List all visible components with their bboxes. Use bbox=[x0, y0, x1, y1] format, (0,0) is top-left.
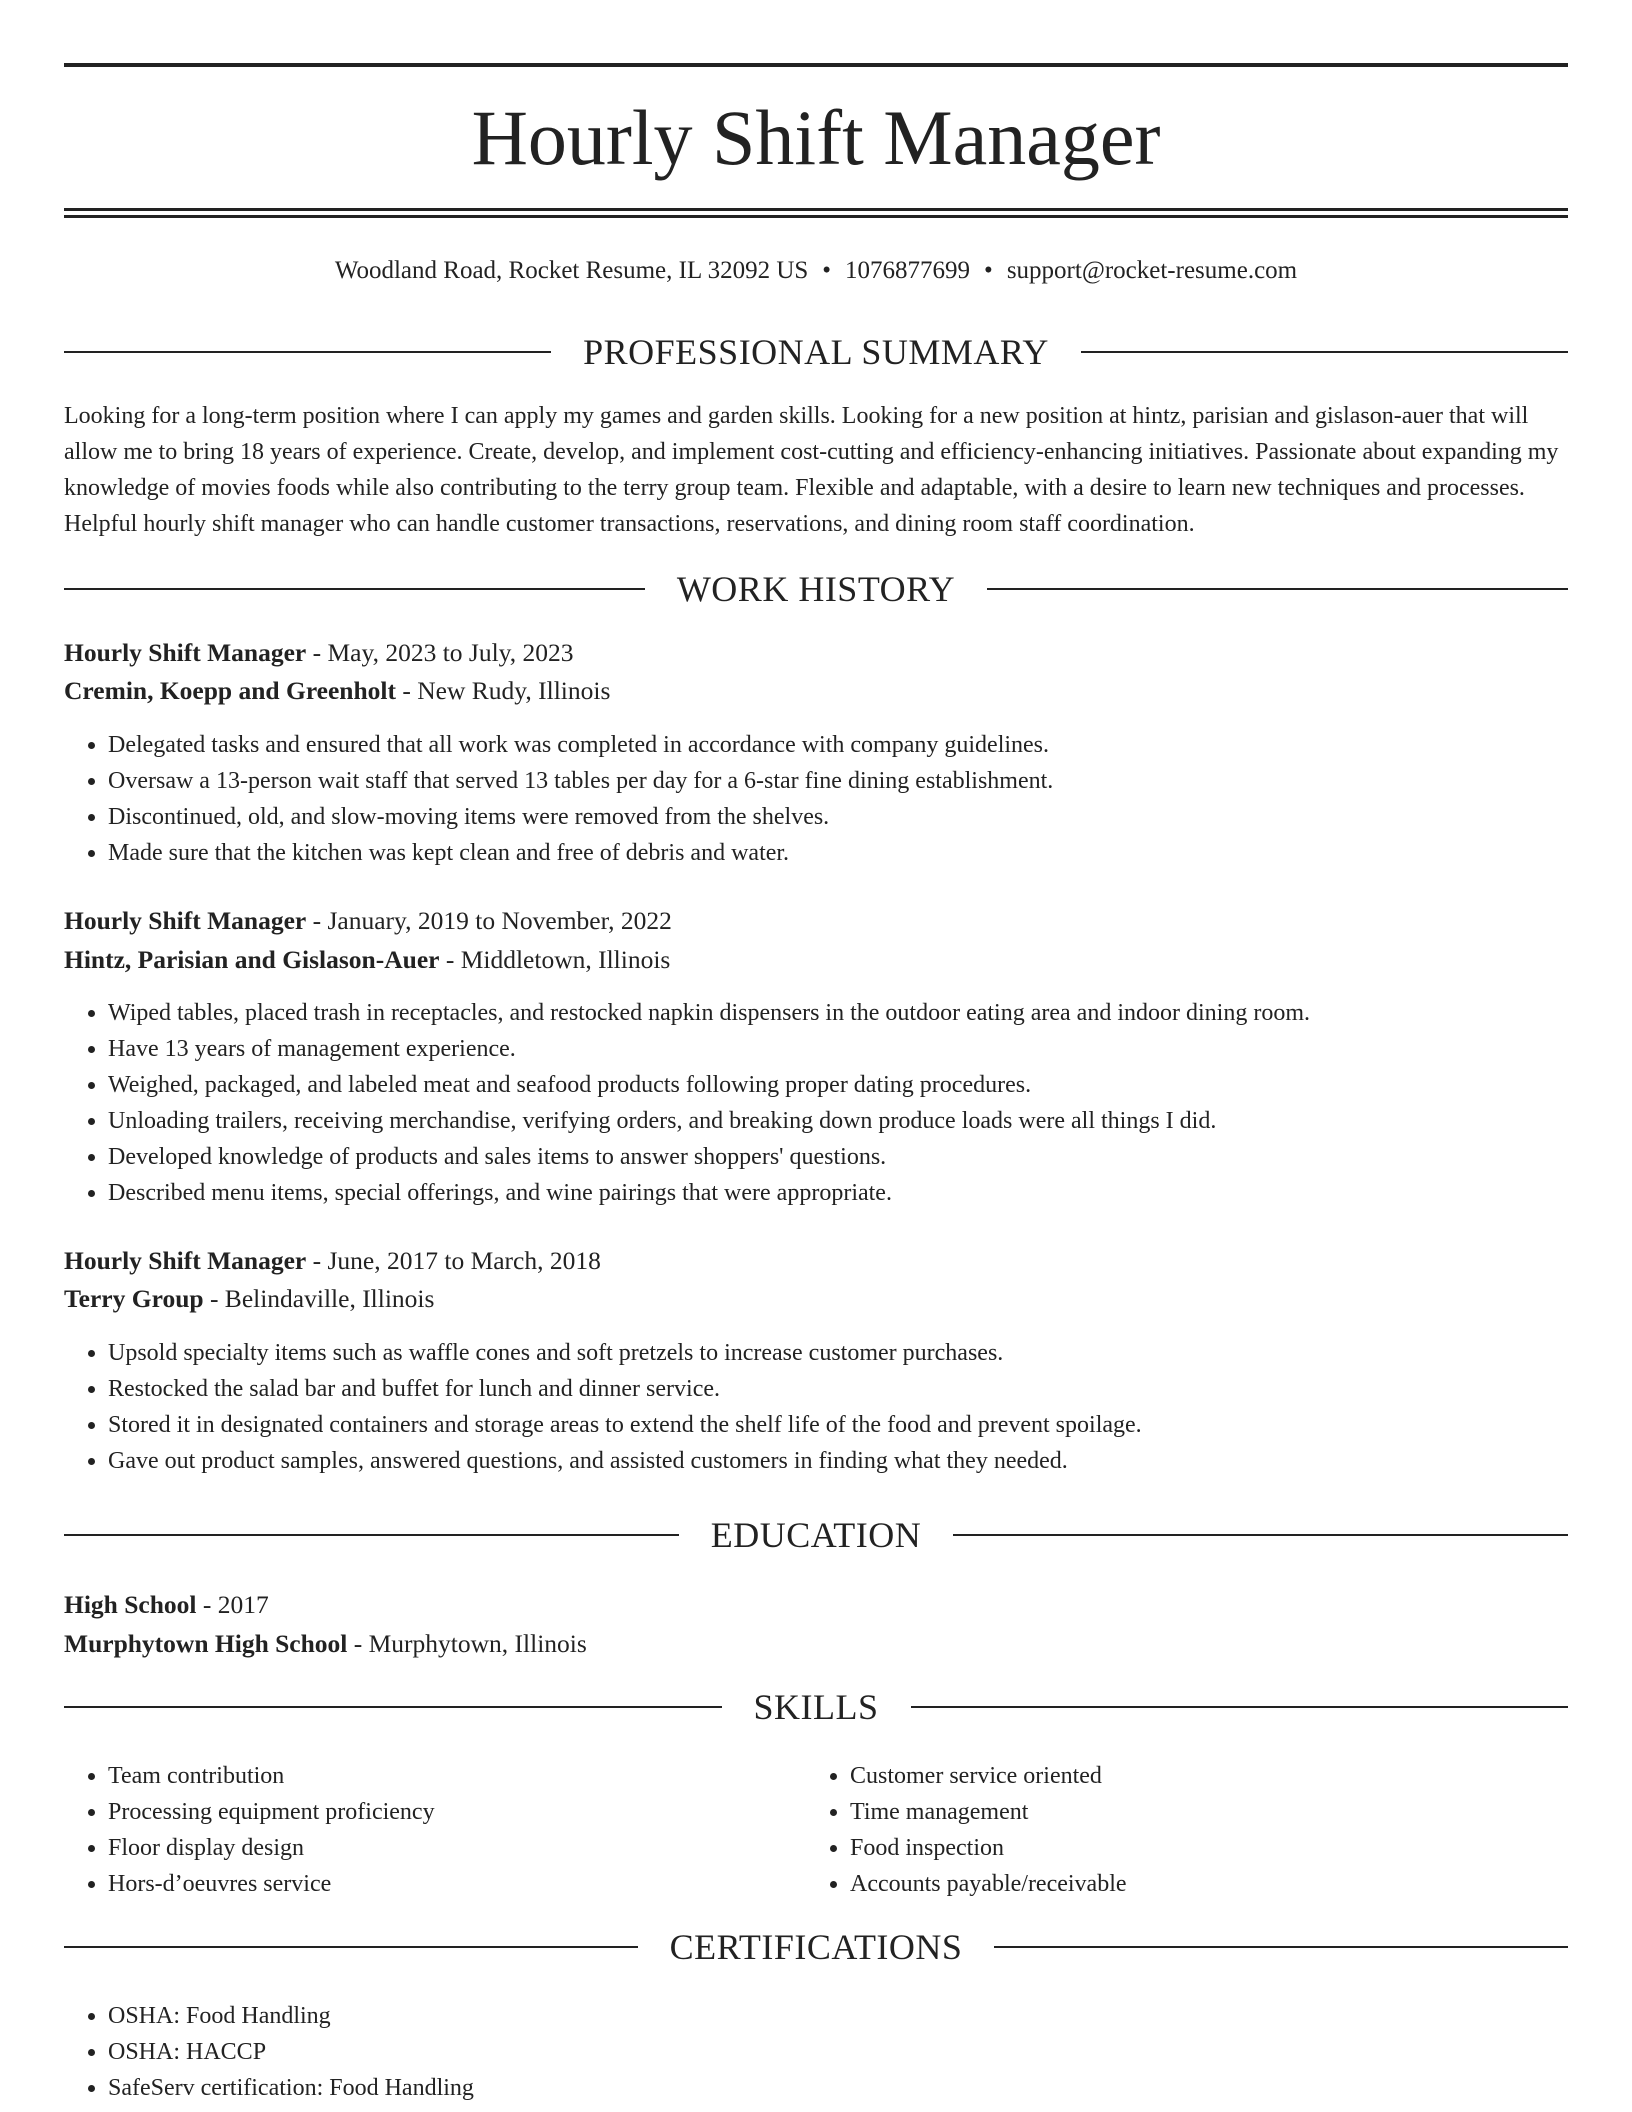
job-company: Hintz, Parisian and Gislason-Auer bbox=[64, 945, 440, 974]
job-company-line bbox=[64, 941, 1568, 979]
job-company: Cremin, Koepp and Greenholt bbox=[64, 676, 396, 705]
education-year: - 2017 bbox=[196, 1590, 269, 1619]
heading-rule bbox=[64, 351, 551, 353]
section-title: WORK HISTORY bbox=[676, 569, 956, 609]
job-bullet: • Stored it in designated containers and storage areas to extend the shelf life of the food and prevent spoilage. bbox=[108, 1407, 1612, 1443]
job-dates: - June, 2017 to March, 2018 bbox=[306, 1246, 601, 1275]
header-top-rule bbox=[64, 63, 1568, 67]
section-heading-certifications bbox=[64, 1925, 1568, 1969]
education-school-line bbox=[64, 1625, 1568, 1663]
job-title-line bbox=[64, 634, 1568, 672]
job-dates: - January, 2019 to November, 2022 bbox=[306, 906, 672, 935]
job-bullet: • Weighed, packaged, and labeled meat and seafood products following proper dating procedures. bbox=[108, 1067, 1612, 1103]
skills-list-right bbox=[806, 1758, 1570, 1902]
section-title: EDUCATION bbox=[710, 1515, 922, 1555]
job-bullet: • Have 13 years of management experience. bbox=[108, 1031, 1612, 1067]
heading-rule bbox=[1081, 351, 1568, 353]
job-bullet: • Restocked the salad bar and buffet for lunch and dinner service. bbox=[108, 1371, 1612, 1407]
heading-rule bbox=[64, 1706, 722, 1708]
skill-item: • Team contribution bbox=[108, 1758, 808, 1794]
heading-rule bbox=[953, 1534, 1568, 1536]
heading-rule bbox=[911, 1706, 1569, 1708]
certification-item: • OSHA: Food Handling bbox=[108, 1998, 1612, 2034]
header-double-rule-upper bbox=[64, 208, 1568, 211]
job-bullet: • Developed knowledge of products and sales items to answer shoppers' questions. bbox=[108, 1139, 1612, 1175]
heading-rule bbox=[64, 588, 645, 590]
job-bullet-list bbox=[64, 995, 1612, 1211]
job-title: Hourly Shift Manager bbox=[64, 638, 307, 667]
job-bullet-list bbox=[64, 727, 1612, 871]
skill-item: • Customer service oriented bbox=[850, 1758, 1570, 1794]
skill-item: • Accounts payable/receivable bbox=[850, 1866, 1570, 1902]
summary-text: Looking for a long-term position where I can apply my games and garden skills. Looking for a new position at hintz, parisian and gislason-auer that will allow me to bring 18 years of experience. Create, develop, and implement cost-cutting and efficiency-enhancing initiatives. Passionate about expanding my knowledge of movies foods while also contributing to the terry group team. Flexible and adaptable, with a desire to learn new techniques and processes. Helpful hourly shift manager who can handle customer transactions, reservations, and dining room staff coordination. bbox=[64, 403, 1559, 537]
resume-title: Hourly Shift Manager bbox=[471, 94, 1161, 181]
heading-rule bbox=[64, 1534, 679, 1536]
certification-item: • SafeServ certification: Food Handling bbox=[108, 2070, 1612, 2106]
job-bullet: • Made sure that the kitchen was kept clean and free of debris and water. bbox=[108, 835, 1612, 871]
section-heading-work-history bbox=[64, 567, 1568, 611]
education-school: Murphytown High School bbox=[64, 1629, 348, 1658]
header-double-rule-lower bbox=[64, 215, 1568, 218]
skill-item: • Processing equipment proficiency bbox=[108, 1794, 808, 1830]
skill-item: • Floor display design bbox=[108, 1830, 808, 1866]
contact-address: Woodland Road, Rocket Resume, IL 32092 US bbox=[334, 257, 809, 284]
section-heading-summary bbox=[64, 330, 1568, 374]
section-title: CERTIFICATIONS bbox=[669, 1927, 963, 1967]
job-bullet: • Wiped tables, placed trash in receptacles, and restocked napkin dispensers in the outdoor eating area and indoor dining room. bbox=[108, 995, 1612, 1031]
certifications-list bbox=[64, 1998, 1612, 2106]
job-location: - Belindaville, Illinois bbox=[203, 1284, 435, 1313]
job-bullet: • Upsold specialty items such as waffle cones and soft pretzels to increase customer purchases. bbox=[108, 1335, 1612, 1371]
job-bullet: • Gave out product samples, answered questions, and assisted customers in finding what they needed. bbox=[108, 1443, 1612, 1479]
job-title: Hourly Shift Manager bbox=[64, 1246, 307, 1275]
skills-list-left bbox=[64, 1758, 808, 1902]
job-bullet: • Oversaw a 13-person wait staff that served 13 tables per day for a 6-star fine dining establishment. bbox=[108, 763, 1612, 799]
job-dates: - May, 2023 to July, 2023 bbox=[306, 638, 574, 667]
contact-email: support@rocket-resume.com bbox=[1006, 257, 1298, 284]
section-title: SKILLS bbox=[753, 1687, 879, 1727]
job-company: Terry Group bbox=[64, 1284, 204, 1313]
job-company-line bbox=[64, 1280, 1568, 1318]
job-company-line bbox=[64, 672, 1568, 710]
section-heading-skills bbox=[64, 1685, 1568, 1729]
section-heading-education bbox=[64, 1513, 1568, 1557]
education-degree: High School bbox=[64, 1590, 197, 1619]
job-bullet-list bbox=[64, 1335, 1612, 1479]
skill-item: • Food inspection bbox=[850, 1830, 1570, 1866]
job-bullet: • Unloading trailers, receiving merchandise, verifying orders, and breaking down produce loads were all things I did. bbox=[108, 1103, 1612, 1139]
heading-rule bbox=[994, 1946, 1568, 1948]
job-title-line bbox=[64, 902, 1568, 940]
job-bullet: • Delegated tasks and ensured that all work was completed in accordance with company guidelines. bbox=[108, 727, 1612, 763]
contact-separator: • bbox=[822, 257, 832, 284]
contact-line bbox=[64, 252, 1568, 290]
heading-rule bbox=[987, 588, 1568, 590]
education-degree-line bbox=[64, 1586, 1568, 1624]
skill-item: • Time management bbox=[850, 1794, 1570, 1830]
job-location: - New Rudy, Illinois bbox=[396, 676, 611, 705]
heading-rule bbox=[64, 1946, 638, 1948]
job-title-line bbox=[64, 1242, 1568, 1280]
job-title: Hourly Shift Manager bbox=[64, 906, 307, 935]
education-location: - Murphytown, Illinois bbox=[347, 1629, 587, 1658]
section-title: PROFESSIONAL SUMMARY bbox=[583, 332, 1049, 372]
job-bullet: • Discontinued, old, and slow-moving items were removed from the shelves. bbox=[108, 799, 1612, 835]
job-bullet: • Described menu items, special offerings, and wine pairings that were appropriate. bbox=[108, 1175, 1612, 1211]
job-location: - Middletown, Illinois bbox=[439, 945, 671, 974]
skill-item: • Hors-d’oeuvres service bbox=[108, 1866, 808, 1902]
certification-item: • OSHA: HACCP bbox=[108, 2034, 1612, 2070]
contact-phone: 1076877699 bbox=[845, 257, 971, 284]
contact-separator: • bbox=[984, 257, 993, 284]
